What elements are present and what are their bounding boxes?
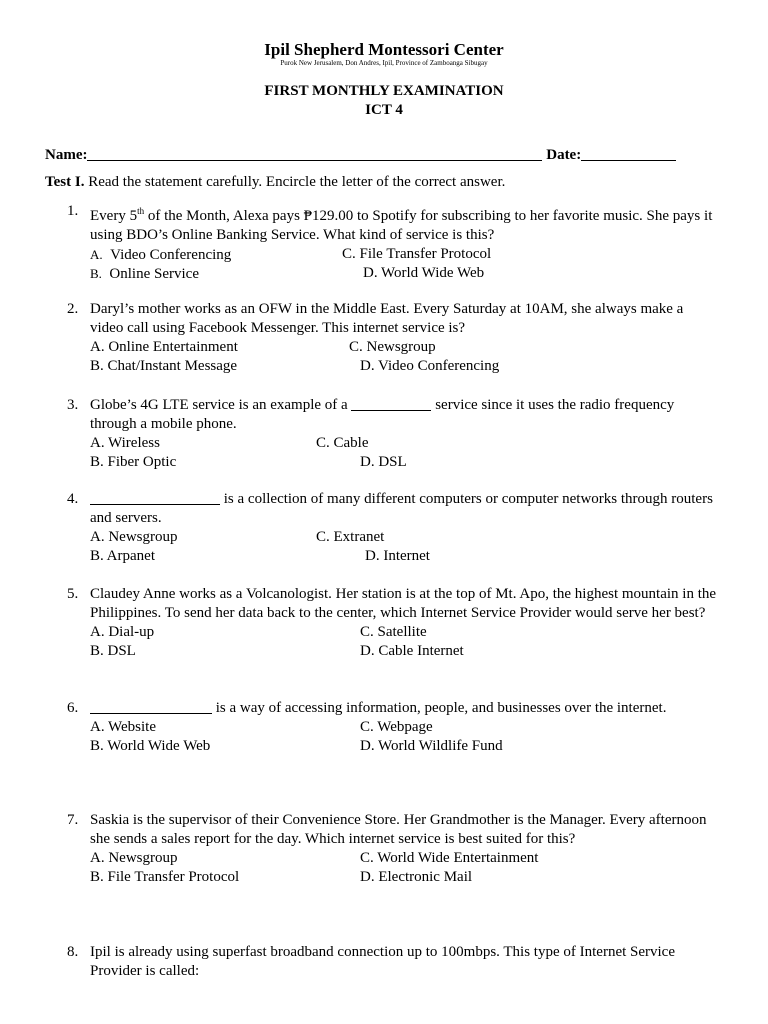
choice-c[interactable]: C. Satellite (360, 624, 427, 640)
choice-b: Online Service (109, 266, 199, 282)
answer-blank[interactable] (90, 699, 212, 714)
choices (90, 528, 717, 566)
choice-c[interactable]: C. Cable (316, 435, 369, 451)
choice-b[interactable]: B. World Wide Web (90, 738, 211, 754)
date-blank[interactable] (581, 146, 676, 161)
question-text: Ipil is already using superfast broadband connection up to 100mbps. This type of Internet Service Provider is called: (90, 944, 675, 979)
choice-d[interactable]: D. World Wide Web (363, 265, 485, 281)
choice-a[interactable]: A. Dial-up (90, 624, 155, 640)
question-text: Every 5th of the Month, Alexa pays ₱129.00 to Spotify for subscribing to her favorite music. She pays it using BDO’s Online Banking Service. What kind of service is this? (90, 206, 713, 243)
choice-a[interactable]: A. Wireless (90, 435, 160, 451)
question-number: 3. (67, 397, 79, 413)
choice-a[interactable]: A. Newsgroup (90, 529, 178, 545)
question-text: is a collection of many different computers or computer networks through routers and servers. (90, 491, 713, 526)
question-number: 2. (67, 301, 79, 317)
question-5 (67, 585, 717, 661)
choice-c[interactable]: C. World Wide Entertainment (360, 850, 539, 866)
school-name: Ipil Shepherd Montessori Center (264, 40, 504, 59)
choices (90, 623, 717, 661)
school-address: Purok New Jerusalem, Don Andres, Ipil, Province of Zamboanga Sibugay (280, 59, 488, 67)
choices (90, 849, 717, 887)
choice-b[interactable]: B. DSL (90, 643, 136, 659)
choice-d[interactable]: D. World Wildlife Fund (360, 738, 503, 754)
question-2 (67, 300, 717, 376)
choices (90, 338, 717, 376)
answer-blank[interactable] (351, 396, 431, 411)
exam-title: FIRST MONTHLY EXAMINATION (264, 83, 504, 99)
choice-a[interactable]: A. Website (90, 719, 157, 735)
question-number: 8. (67, 944, 79, 960)
question-8 (67, 943, 717, 981)
question-6 (67, 699, 717, 756)
choice-d[interactable]: D. Internet (365, 548, 430, 564)
choice-c[interactable]: C. Extranet (316, 529, 385, 545)
choices (90, 718, 717, 756)
choice-b[interactable]: B. File Transfer Protocol (90, 869, 240, 885)
name-date-line (45, 146, 725, 164)
choice-letter-a[interactable]: A. (90, 247, 103, 262)
choices (90, 434, 717, 472)
question-7 (67, 811, 717, 887)
instructions-text: Read the statement carefully. Encircle the letter of the correct answer. (84, 174, 506, 190)
choice-letter-b[interactable]: B. (90, 266, 102, 281)
name-label: Name: (45, 147, 88, 163)
choice-d[interactable]: D. Electronic Mail (360, 869, 473, 885)
choice-a: Video Conferencing (110, 247, 232, 263)
choice-b[interactable]: B. Arpanet (90, 548, 155, 564)
question-number: 1. (67, 203, 79, 219)
choices (90, 245, 717, 283)
question-text: Claudey Anne works as a Volcanologist. Her station is at the top of Mt. Apo, the highest mountain in the Philippines. To send her data back to the center, which Internet Service Provider would serve her best? (90, 586, 717, 621)
choice-c[interactable]: C. Newsgroup (349, 339, 436, 355)
question-number: 6. (67, 700, 79, 716)
date-label: Date: (546, 147, 582, 163)
name-blank[interactable] (87, 146, 542, 161)
question-number: 5. (67, 586, 79, 602)
choice-d[interactable]: D. DSL (360, 454, 407, 470)
choice-d[interactable]: D. Cable Internet (360, 643, 464, 659)
question-number: 4. (67, 491, 79, 507)
question-text: is a way of accessing information, people, and businesses over the internet. (90, 699, 717, 718)
choice-b[interactable]: B. Fiber Optic (90, 454, 177, 470)
question-4 (67, 490, 717, 566)
question-text: Daryl’s mother works as an OFW in the Middle East. Every Saturday at 10AM, she always make a video call using Facebook Messenger. This internet service is? (90, 301, 684, 336)
question-number: 7. (67, 812, 79, 828)
question-text: Saskia is the supervisor of their Convenience Store. Her Grandmother is the Manager. Every afternoon she sends a sales report for the day. Which internet service is best suited for this? (90, 812, 707, 847)
question-1 (67, 202, 717, 283)
choice-a[interactable]: A. Online Entertainment (90, 339, 238, 355)
exam-subject: ICT 4 (365, 102, 403, 118)
choice-b[interactable]: B. Chat/Instant Message (90, 358, 238, 374)
question-text: Globe’s 4G LTE service is an example of a service since it uses the radio frequency through a mobile phone. (90, 397, 675, 432)
choice-d[interactable]: D. Video Conferencing (360, 358, 500, 374)
test-label: Test I. (45, 174, 85, 190)
test-instructions (45, 174, 735, 191)
choice-c[interactable]: C. File Transfer Protocol (342, 246, 492, 262)
choice-a[interactable]: A. Newsgroup (90, 850, 178, 866)
choice-c[interactable]: C. Webpage (360, 719, 433, 735)
answer-blank[interactable] (90, 490, 220, 505)
question-3 (67, 396, 717, 472)
